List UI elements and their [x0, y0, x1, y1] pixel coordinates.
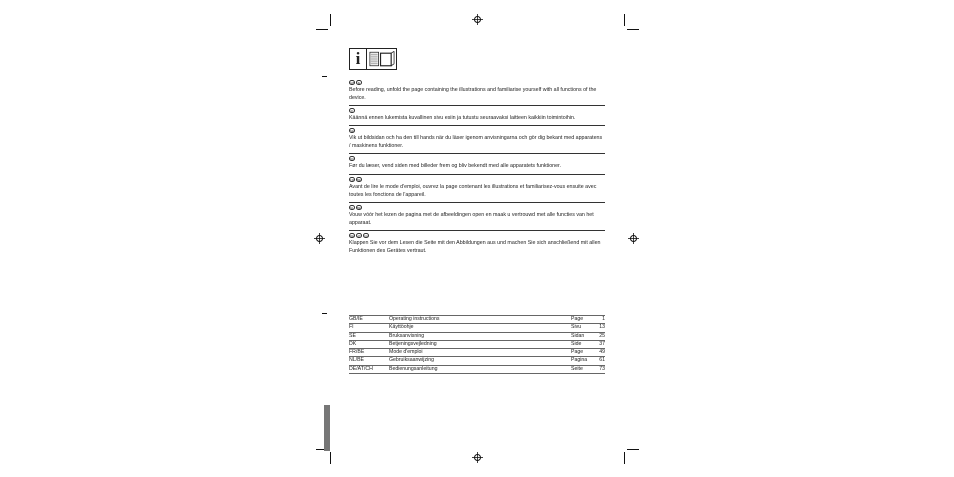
country-codes: [349, 177, 605, 183]
toc-code: GB/IE: [349, 316, 363, 322]
toc-title: Bruksanvisning: [389, 332, 425, 339]
divider: [349, 230, 605, 231]
toc-page-label: Sidan: [571, 332, 585, 339]
instruction-text: Vik ut bildsidan och ha den till hands när du läser igenom anvisningarna och gör dig bekant med apparatens / maskinens funktioner.: [349, 135, 603, 149]
toc-code: FI: [349, 324, 354, 331]
lang-block-fr-be: [349, 177, 605, 199]
toc-page-number: 49: [599, 349, 605, 356]
crop-mark-top-left-h: [316, 29, 328, 30]
country-codes: [349, 205, 605, 211]
country-codes: [349, 156, 605, 162]
toc-page-number: 37: [599, 340, 605, 347]
instruction-text: Klappen Sie vor dem Lesen die Seite mit den Abbildungen aus und machen Sie sich anschließend mit allen Funktionen des Gerätes vertraut.: [349, 240, 601, 254]
info-book-icon-box: [349, 48, 397, 70]
crop-mark-bottom-left-v: [330, 452, 331, 464]
toc-row: [349, 341, 605, 349]
fold-mark-lower: [322, 313, 327, 314]
toc-code: DK: [349, 340, 357, 347]
toc-page-label: Pagina: [571, 357, 588, 364]
divider: [349, 202, 605, 203]
country-code-badge: NL: [350, 206, 354, 210]
crop-mark-bottom-right-h: [627, 449, 639, 450]
divider: [349, 105, 605, 106]
info-icon: i: [350, 49, 367, 69]
fold-mark-upper: [322, 76, 327, 77]
crop-mark-top-right-h: [627, 29, 639, 30]
registration-mark-right-icon: [628, 233, 639, 244]
toc-row: [349, 324, 605, 332]
toc-title: Betjeningsvejledning: [389, 340, 437, 347]
country-code-badge: CH: [364, 234, 369, 238]
toc-title: Operating instructions: [389, 316, 440, 322]
lang-block-se: [349, 128, 605, 150]
divider: [349, 153, 605, 154]
toc-row: [349, 366, 605, 374]
toc-page-number: 25: [599, 332, 605, 339]
registration-mark-left-icon: [314, 233, 325, 244]
toc-code: FR/BE: [349, 349, 365, 356]
country-codes: [349, 80, 605, 86]
toc-page-label: Side: [571, 340, 582, 347]
divider: [349, 174, 605, 175]
toc-page-number: 1: [602, 316, 605, 322]
registration-mark-bottom-icon: [472, 452, 483, 463]
lang-block-dk: [349, 156, 605, 171]
toc-page-label: Page: [571, 349, 584, 356]
crop-mark-top-left-v: [330, 14, 331, 26]
toc-row: [349, 349, 605, 357]
country-code-badge: BE: [357, 206, 362, 210]
instruction-text: Før du læser, vend siden med billeder frem og bliv bekendt med alle apparatets funktioner.: [349, 163, 561, 169]
country-code-badge: BE: [357, 178, 362, 182]
toc-page-number: 13: [599, 324, 605, 331]
instruction-text: Käännä ennen lukemista kuvallinen sivu esiin ja tutustu seuraavaksi laitteen kaikkiin toimintoihin.: [349, 115, 576, 121]
table-of-contents: [349, 315, 605, 374]
toc-row: [349, 333, 605, 341]
country-code-badge: AT: [357, 234, 361, 238]
country-codes: [349, 108, 605, 114]
toc-row: [349, 357, 605, 365]
country-code-badge: FI: [350, 109, 354, 113]
crop-mark-top-right-v: [624, 14, 625, 26]
instruction-text: Vouw vóór het lezen de pagina met de afbeeldingen open en maak u vertrouwd met alle functies van het apparaat.: [349, 212, 594, 226]
toc-page-label: Seite: [571, 365, 583, 372]
toc-code: NL/BE: [349, 357, 364, 364]
country-codes: [349, 233, 605, 239]
lang-block-nl-be: [349, 205, 605, 227]
country-code-badge: FR: [350, 178, 354, 182]
toc-title: Käyttöohje: [389, 324, 414, 331]
toc-title: Gebruiksaanwijzing: [389, 357, 434, 364]
toc-title: Mode d'emploi: [389, 349, 423, 356]
lang-block-de-at-ch: [349, 233, 605, 255]
toc-code: DE/AT/CH: [349, 365, 373, 372]
lang-block-gb-ie: [349, 80, 605, 102]
registration-mark-top-icon: [472, 14, 483, 25]
toc-row: [349, 315, 605, 324]
instruction-text: Avant de lire le mode d'emploi, ouvrez la page contenant les illustrations et familiarisez-vous ensuite avec toutes les fonctions de l'appareil.: [349, 184, 597, 198]
toc-page-number: 61: [599, 357, 605, 364]
crop-mark-bottom-right-v: [624, 452, 625, 464]
country-code-badge: GB: [350, 81, 355, 85]
lang-block-fi: [349, 108, 605, 123]
country-codes: [349, 128, 605, 134]
divider: [349, 125, 605, 126]
toc-page-label: Sivu: [571, 324, 582, 331]
open-book-icon: [367, 49, 396, 69]
toc-code: SE: [349, 332, 356, 339]
toc-page-number: 73: [599, 365, 605, 372]
instruction-text: Before reading, unfold the page containing the illustrations and familiarise yourself with all functions of the device.: [349, 87, 597, 101]
country-code-badge: IE: [357, 81, 361, 85]
side-color-bar: [324, 405, 330, 451]
country-code-badge: DE: [350, 234, 355, 238]
country-code-badge: DK: [350, 157, 355, 161]
toc-title: Bedienungsanleitung: [389, 365, 438, 372]
toc-page-label: Page: [571, 316, 584, 322]
country-code-badge: SE: [350, 129, 355, 133]
